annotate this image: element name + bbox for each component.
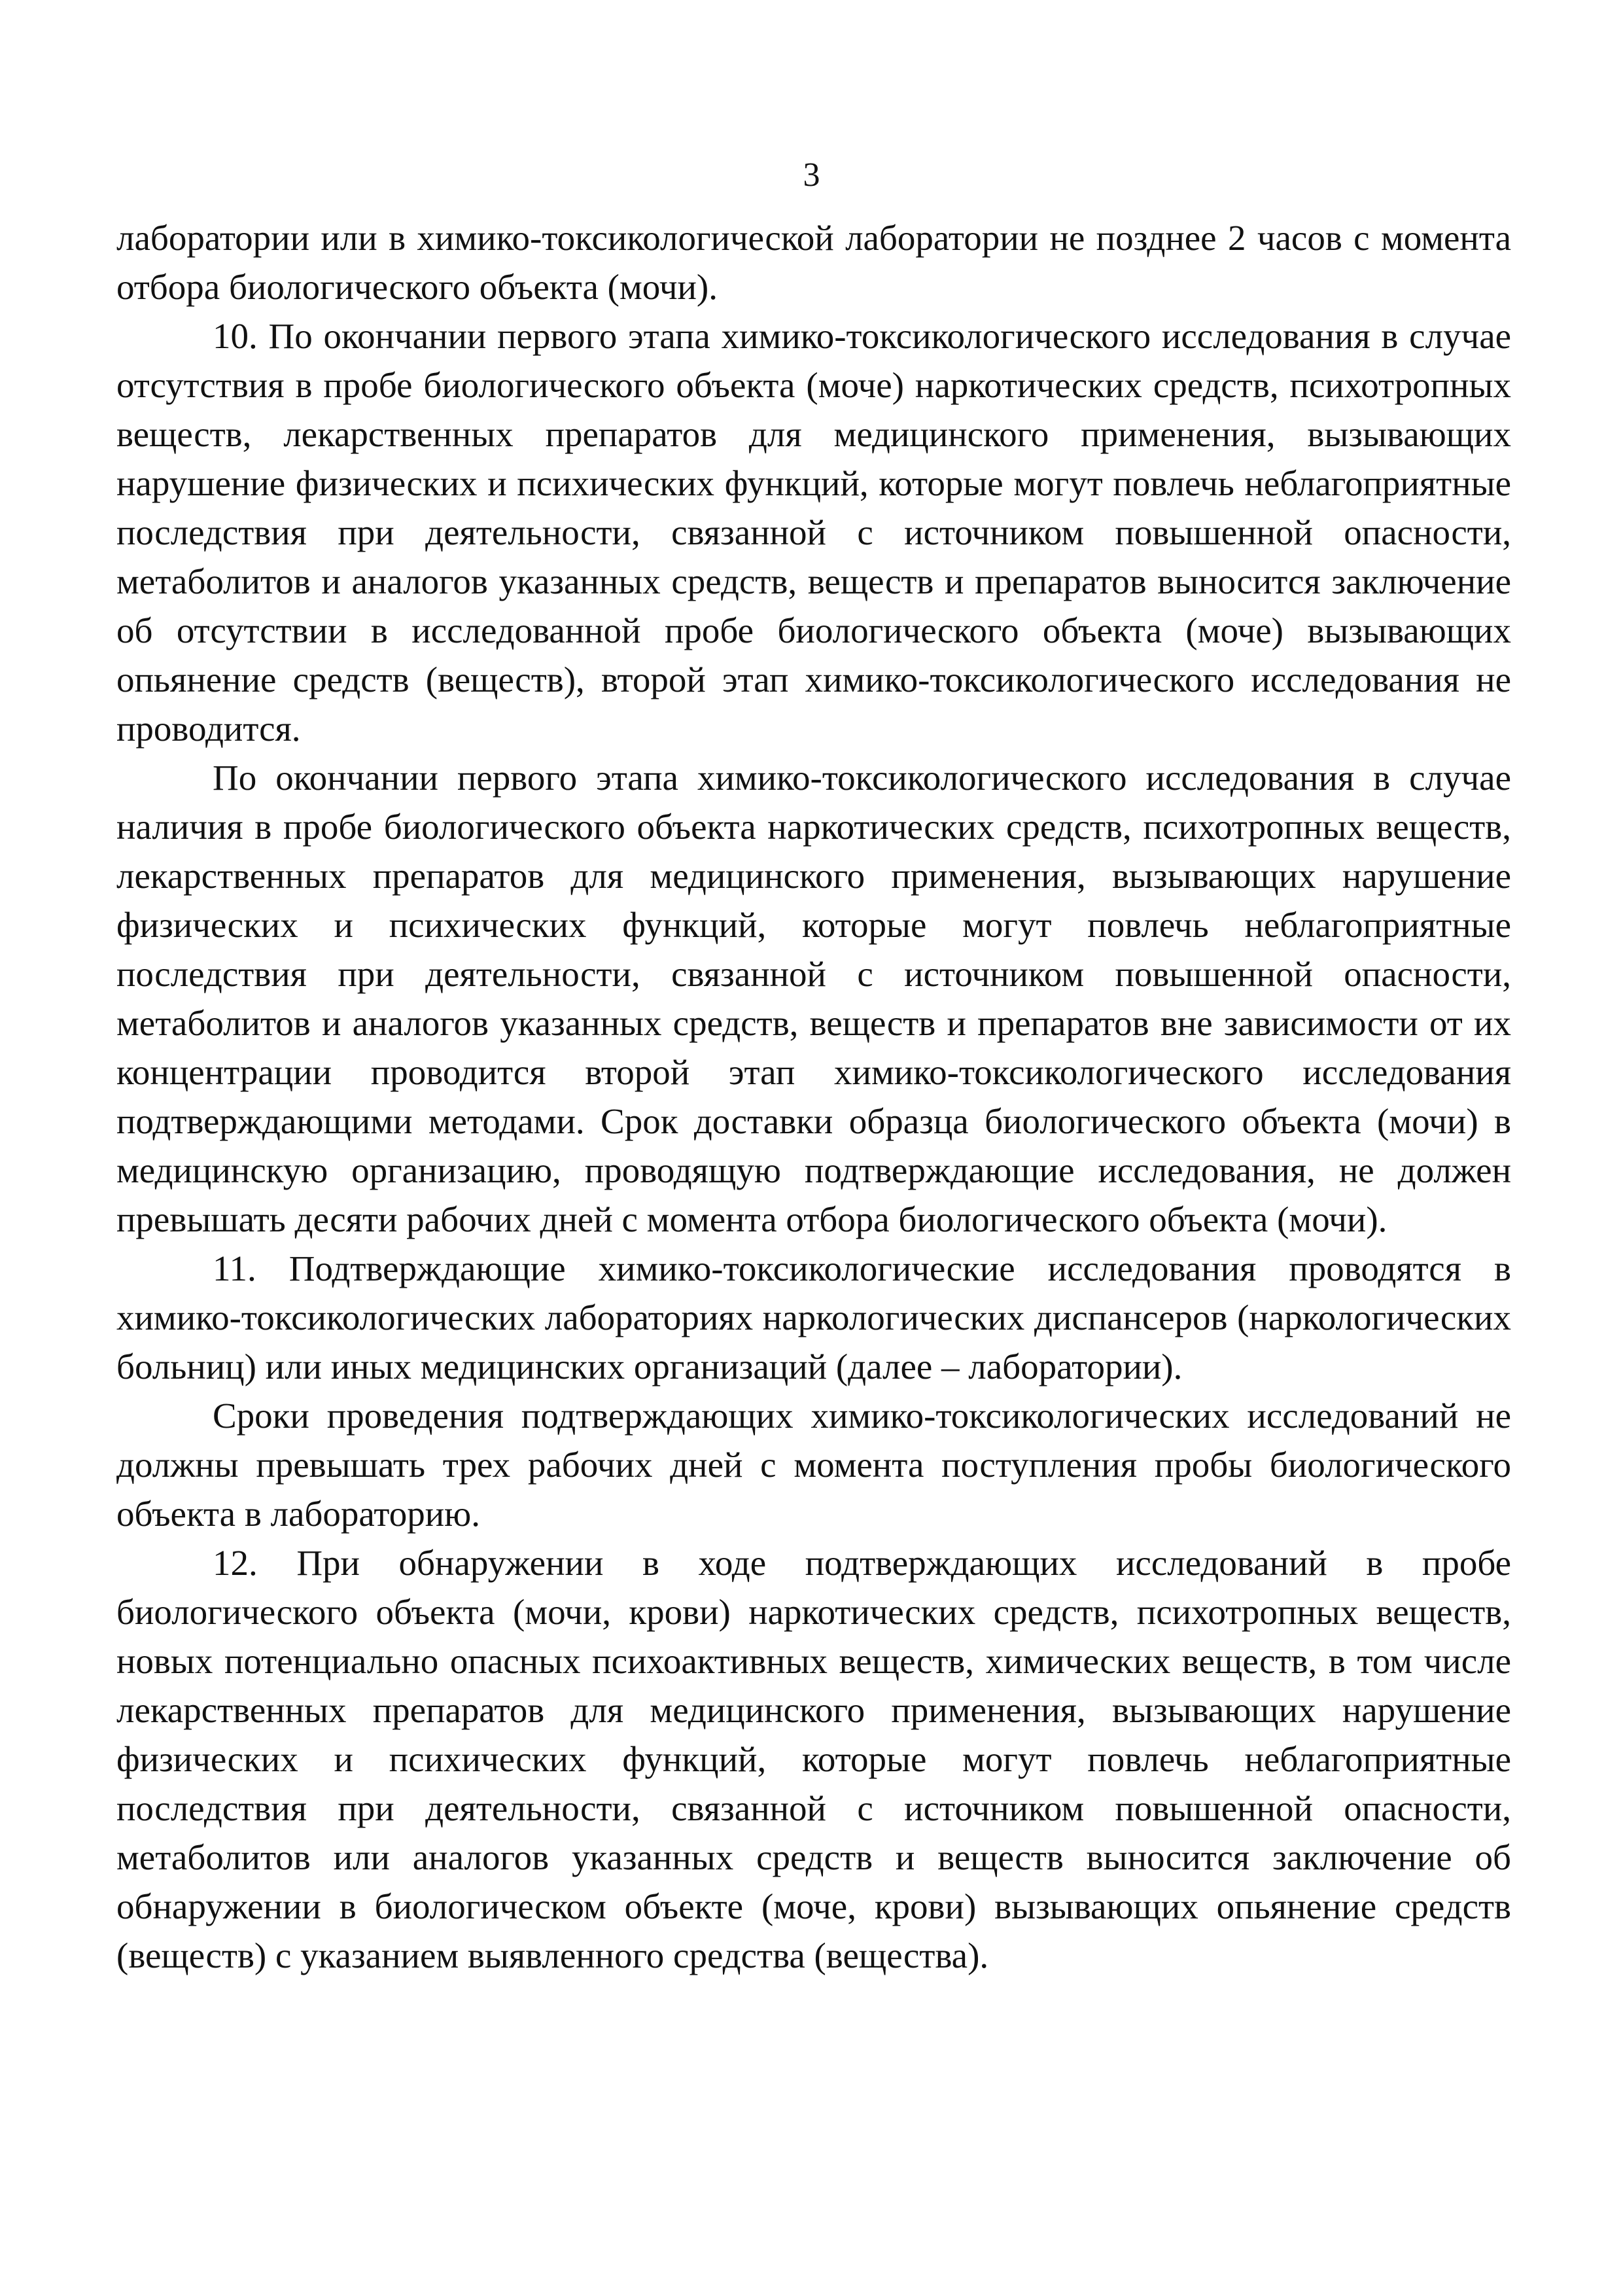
page-number: 3 xyxy=(803,156,820,194)
paragraph-number: 11. xyxy=(213,1248,256,1288)
paragraph-text: Сроки проведения подтверждающих химико-токсикологических исследований не должны превышать трех рабочих дней с момента поступления пробы биологического объекта в лабораторию. xyxy=(116,1396,1511,1534)
paragraph-text: При обнаружении в ходе подтверждающих исследований в пробе биологического объекта (мочи, крови) наркотических средств, психотропных веществ, новых потенциально опасных психоактивных веществ, химических веществ, в том числе лекарственных препаратов для медицинского применения, вызывающих нарушение физических и психических функций, которые могут повлечь неблагоприятные последствия при деятельности, связанной с источником повышенной опасности, метаболитов или аналогов указанных средств и веществ выносится заключение об обнаружении в биологическом объекте (моче, крови) вызывающих опьянение средств (веществ) с указанием выявленного средства (вещества). xyxy=(116,1543,1511,1975)
paragraph-text: Подтверждающие химико-токсикологические исследования проводятся в химико-токсикологических лабораториях наркологических диспансеров (наркологических больниц) или иных медицинских организаций (далее – лаборатории). xyxy=(116,1248,1512,1386)
paragraph-number: 10. xyxy=(213,316,258,356)
paragraph-item-10 xyxy=(116,311,1511,753)
paragraph-item-10-continued xyxy=(116,753,1511,1244)
paragraph-item-11-continued xyxy=(116,1391,1511,1538)
paragraph-number: 12. xyxy=(213,1543,258,1583)
paragraph-text: лаборатории или в химико-токсикологической лаборатории не позднее 2 часов с момента отбора биологического объекта (мочи). xyxy=(116,218,1511,307)
paragraph-item-12 xyxy=(116,1538,1511,1980)
paragraph-text: По окончании первого этапа химико-токсикологического исследования в случае наличия в пробе биологического объекта наркотических средств, психотропных веществ, лекарственных препаратов для медицинского применения, вызывающих нарушение физических и психических функций, которые могут повлечь неблагоприятные последствия при деятельности, связанной с источником повышенной опасности, метаболитов и аналогов указанных средств, веществ и препаратов вне зависимости от их концентрации проводится второй этап химико-токсикологического исследования подтверждающими методами. Срок доставки образца биологического объекта (мочи) в медицинскую организацию, проводящую подтверждающие исследования, не должен превышать десяти рабочих дней с момента отбора биологического объекта (мочи). xyxy=(116,758,1511,1239)
paragraph-continuation xyxy=(116,213,1511,311)
paragraph-item-11 xyxy=(116,1244,1511,1391)
document-body xyxy=(116,213,1511,1980)
paragraph-text: По окончании первого этапа химико-токсикологического исследования в случае отсутствия в пробе биологического объекта (моче) наркотических средств, психотропных веществ, лекарственных препаратов для медицинского применения, вызывающих нарушение физических и психических функций, которые могут повлечь неблагоприятные последствия при деятельности, связанной с источником повышенной опасности, метаболитов и аналогов указанных средств, веществ и препаратов выносится заключение об отсутствии в исследованной пробе биологического объекта (моче) вызывающих опьянение средств (веществ), второй этап химико-токсикологического исследования не проводится. xyxy=(116,316,1512,749)
